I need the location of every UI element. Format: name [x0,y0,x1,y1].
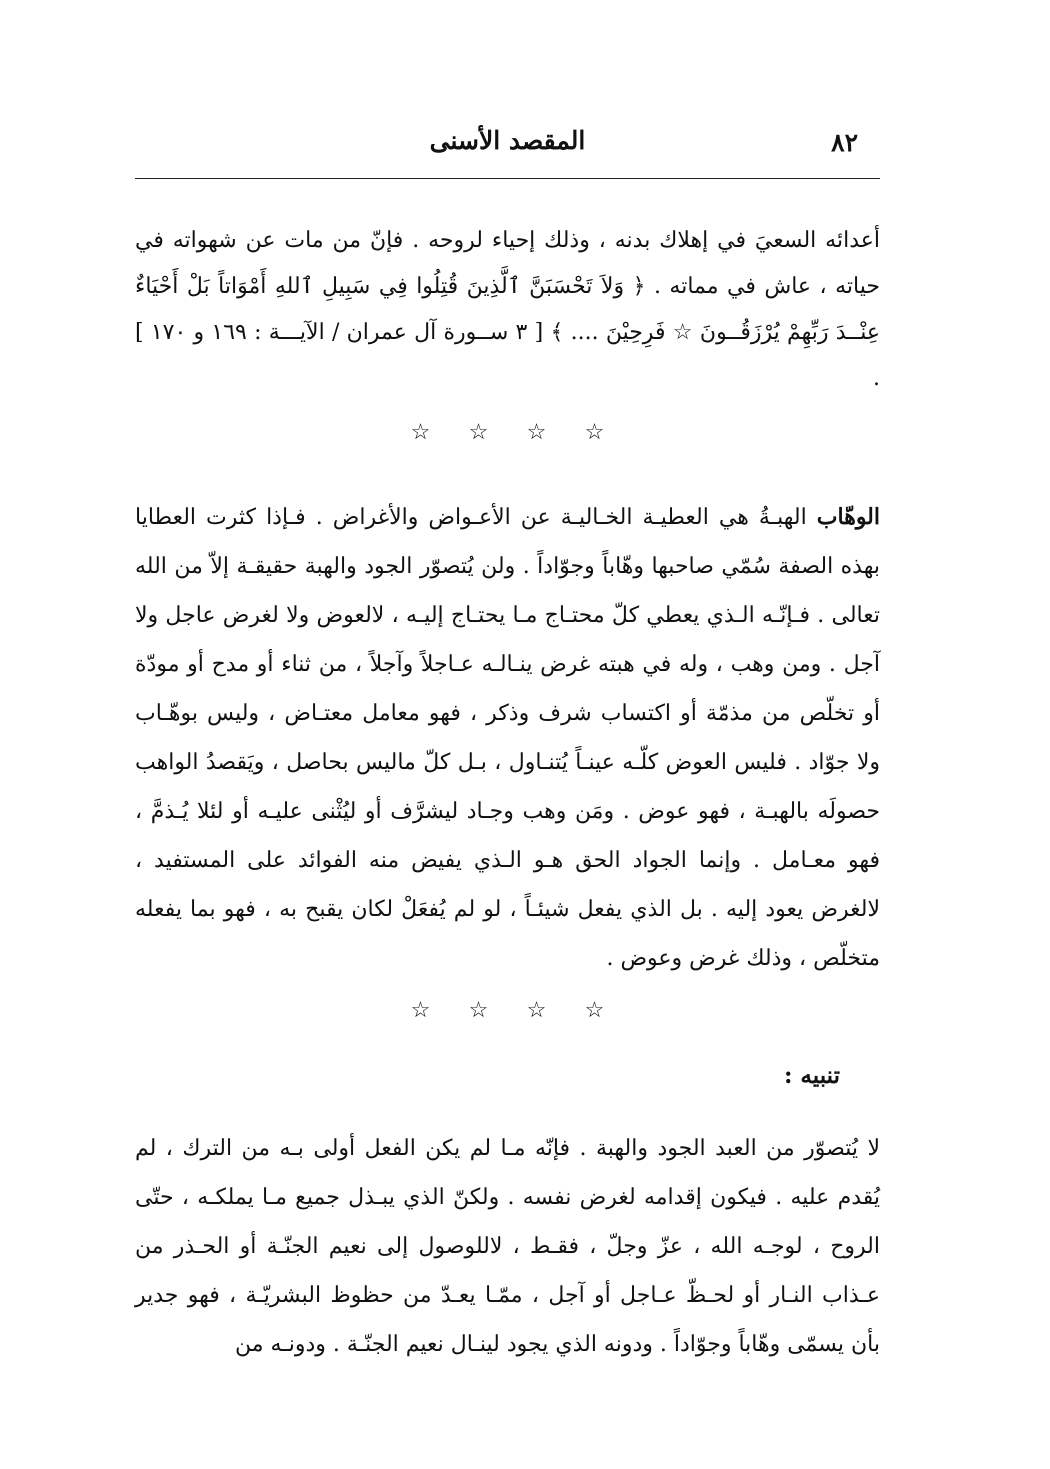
header-title: المقصد الأسنى [429,126,586,155]
star-icon: ☆ [468,998,489,1023]
star-icon: ☆ [584,998,605,1023]
running-header [135,120,880,168]
paragraph-al-wahhab [135,493,880,983]
header-divider [135,178,880,179]
star-icon: ☆ [526,420,547,445]
star-separator [135,998,880,1023]
paragraph-body: الهبـةُ هي العطيـة الخـاليـة عن الأعـواض والأغراض . فـإذا كثرت العطايا بهذه الصفة سُمّي صاحبها وهّاباً وجوّاداً . ولن يُتصوّر الجود والهبة حقيقـة إلاّ من الله تعالى . فـإنّـه الـذي يعطي كلّ محتـاج مـا يحتـاج إليـه ، لالعوض ولا لغرض عاجل ولا آجل . ومن وهب ، وله في هبته غرض ينـالـه عـاجلاً وآجلاً ، من ثناء أو مدح أو مودّة أو تخلّص من مذمّة أو اكتساب شرف وذكر ، فهو معامل معتـاض ، وليس بوهّـاب ولا جوّاد . فليس العوض كلّـه عينـاً يُتنـاول ، بـل كلّ ماليس بحاصل ، ويَقصدُ الواهب حصولَه بالهبـة ، فهو عوض . ومَن وهب وجـاد ليشرَّف أو ليُثْنى عليـه أو لئلا يُـذمَّ ، فهو معـامل . وإنما الجواد الحق هـو الـذي يفيض منه الفوائد على المستفيد ، لالغرض يعود إليه . بل الذي يفعل شيئـاً ، لو لم يُفعَلْ لكان يقبح به ، فهو بما يفعله متخلّص ، وذلك غرض وعوض . [135,505,880,971]
star-separator [135,420,880,445]
star-icon: ☆ [468,420,489,445]
star-icon: ☆ [410,998,431,1023]
divine-name-term: الوهّاب [816,504,880,530]
notice-heading: تنبيه : [783,1062,840,1089]
star-icon: ☆ [410,420,431,445]
paragraph-quran-verse: أعدائه السعيَ في إهلاك بدنه ، وذلك إحياء لروحه . فإنّ من مات عن شهواته في حياته ، عاش في مماته . ﴿ وَلاَ تَحْسَبَنَّ ٱلَّذِينَ قُتِلُوا فِي سَبِيلِ ٱللهِ أَمْوَاتاً بَلْ أَحْيَاءٌ عِنْــدَ رَبِّهِمْ يُرْزَقُــونَ ☆ فَرِحِيْنَ .... ﴾ [ ٣ ســورة آل عمران / الآيـــة : ١٦٩ و ١٧٠ ] . [135,228,880,391]
star-icon: ☆ [526,998,547,1023]
paragraph-notice: لا يُتصوّر من العبد الجود والهبة . فإنّه مـا لم يكن الفعل أولى بـه من الترك ، لم يُقدم عليه . فيكون إقدامه لغرض نفسه . ولكنّ الذي يبـذل جميع مـا يملكـه ، حتّى الروح ، لوجـه الله ، عزّ وجلّ ، فقـط ، لاللوصول إلى نعيم الجنّـة أو الحـذر من عـذاب النـار أو لحـظّ عـاجل أو آجل ، ممّـا يعـدّ من حظوظ البشريّـة ، فهو جدير بأن يسمّى وهّاباً وجوّاداً . ودونه الذي يجود لينـال نعيم الجنّـة . ودونـه من [135,1136,880,1357]
star-icon: ☆ [584,420,605,445]
page-number: ٨٢ [831,128,858,157]
